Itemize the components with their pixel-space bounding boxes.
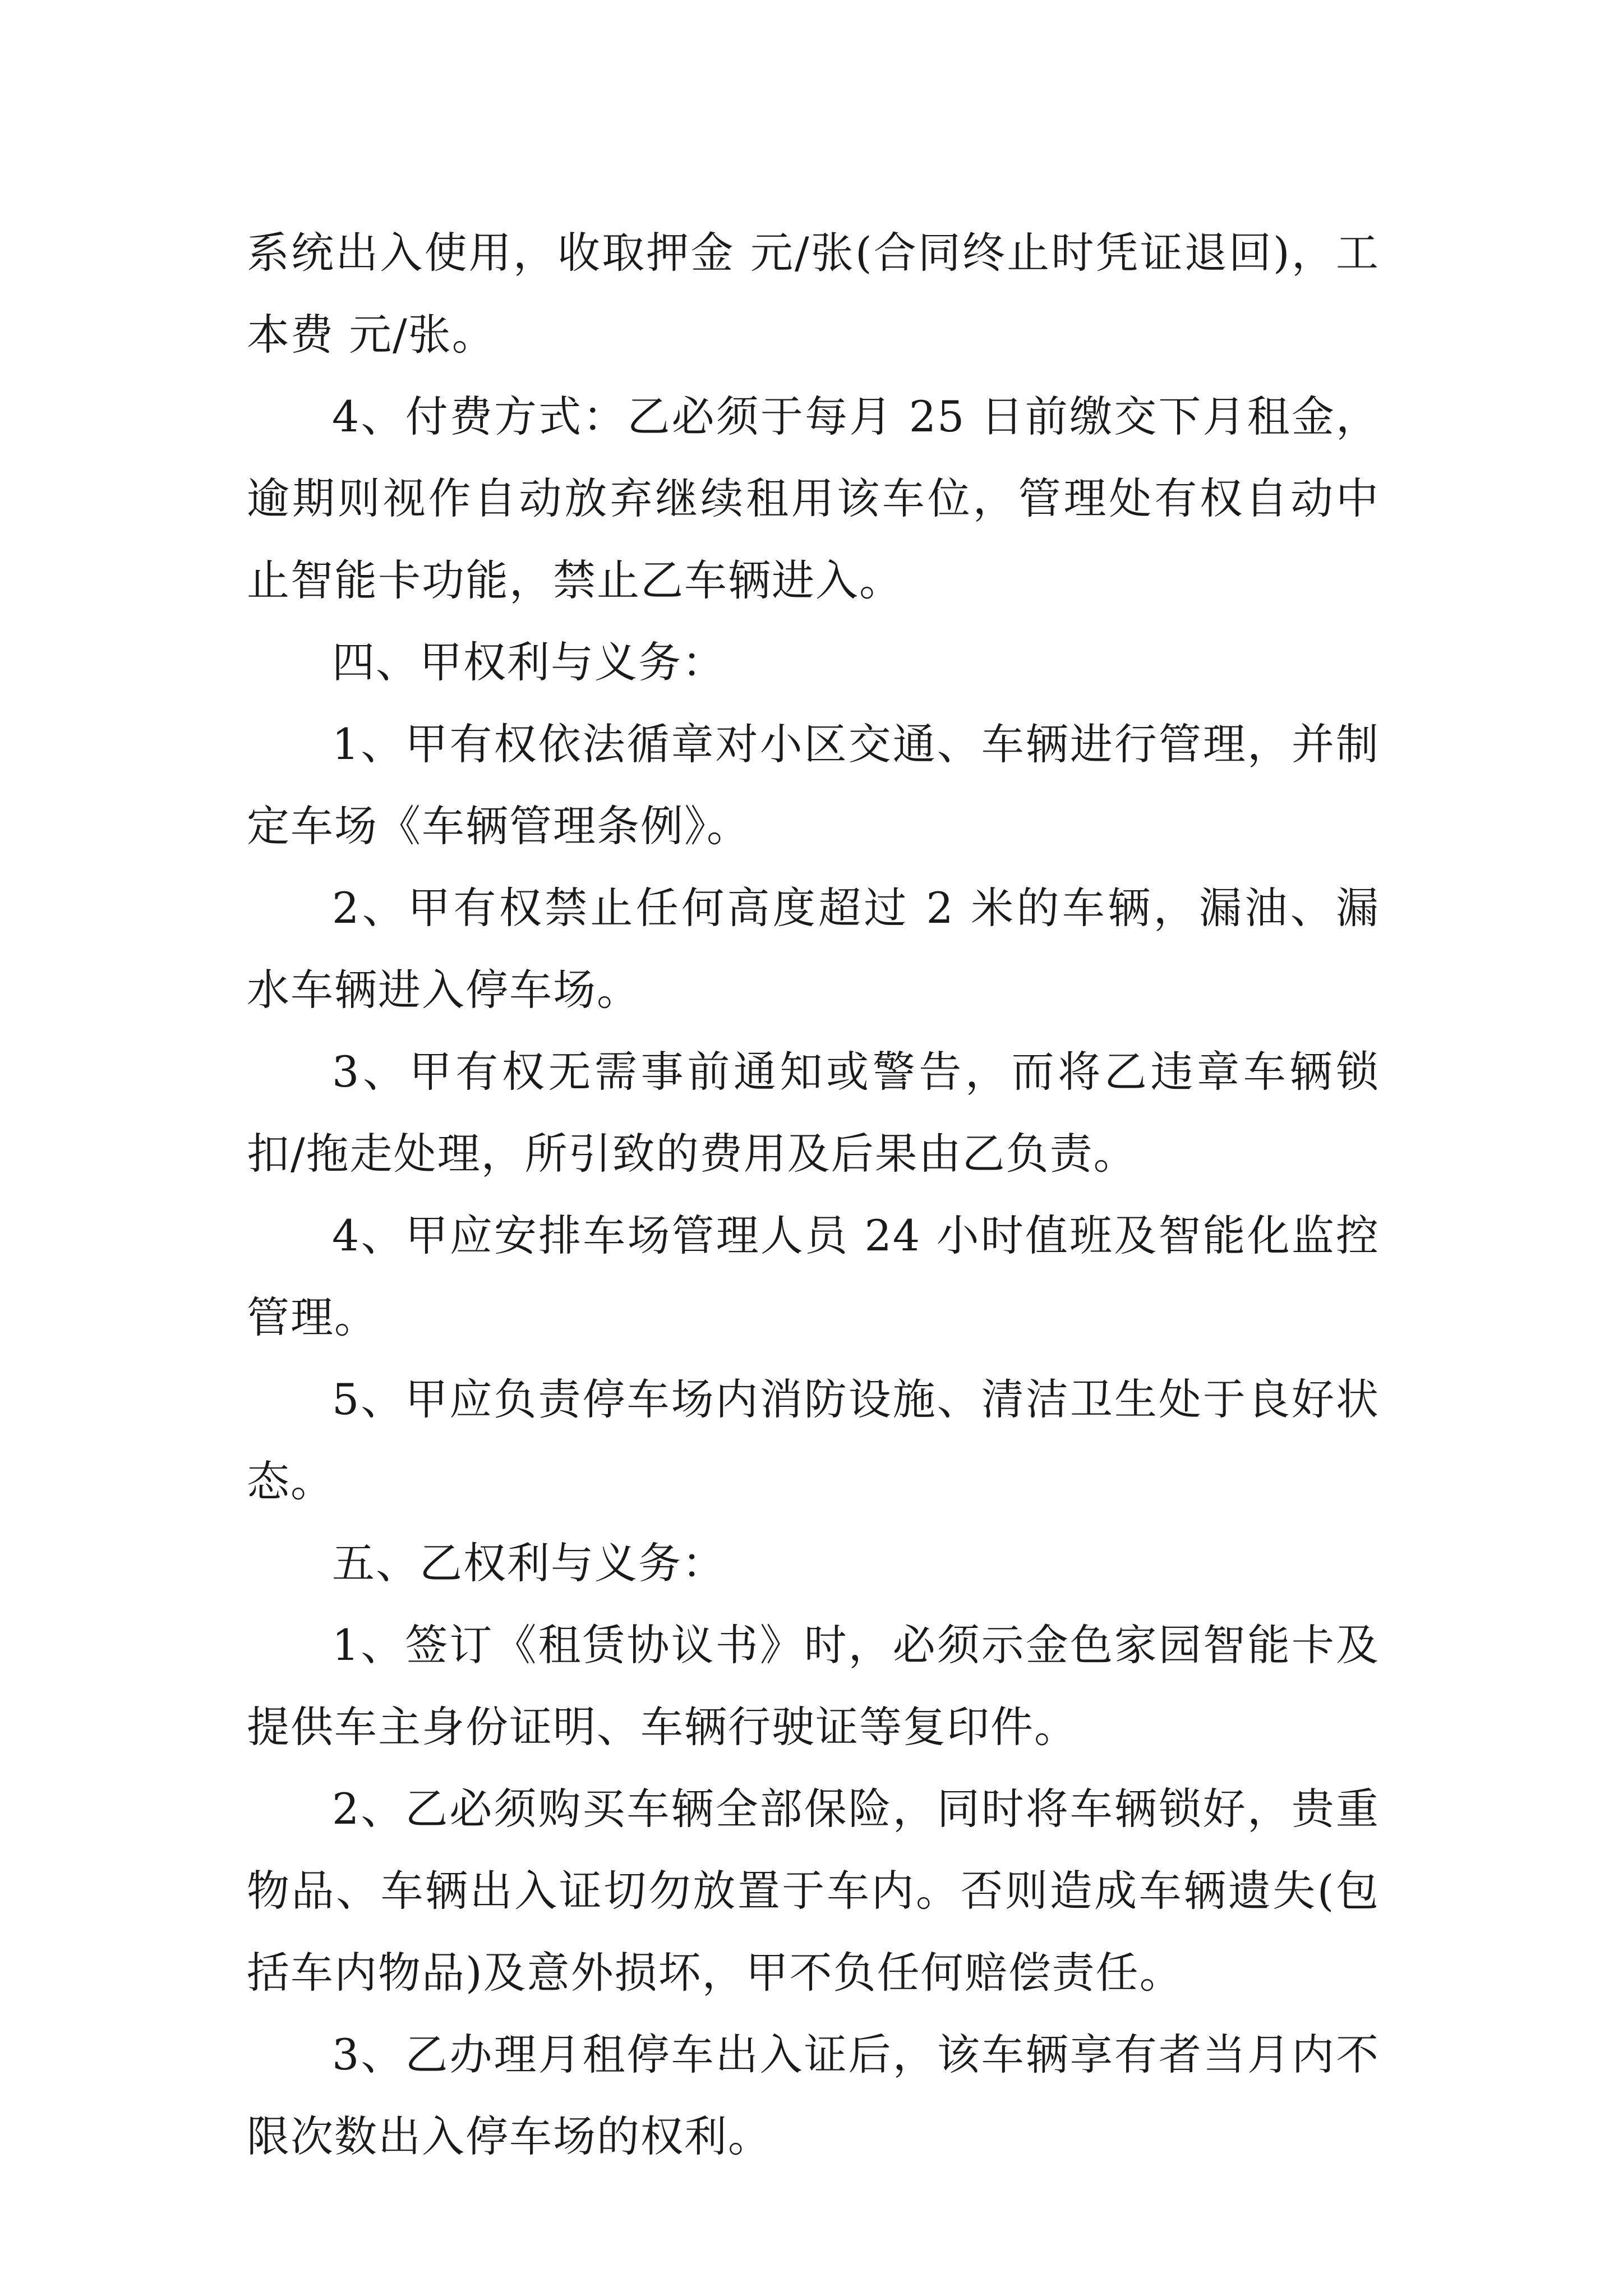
paragraph-payment-method: 4、付费方式：乙必须于每月 25 日前缴交下月租金，逾期则视作自动放弃继续租用该车位，管理处有权自动中止智能卡功能，禁止乙车辆进入。 xyxy=(247,392,1380,605)
heading-party-b-rights: 五、乙权利与义务： xyxy=(332,1538,726,1588)
paragraph-deposit-fee: 系统出入使用，收取押金 元/张(合同终止时凭证退回)，工本费 元/张。 xyxy=(247,228,1380,360)
paragraph-party-b-item-3: 3、乙办理月租停车出入证后，该车辆享有者当月内不限次数出入停车场的权利。 xyxy=(247,2030,1380,2161)
paragraph-party-b-item-2: 2、乙必须购买车辆全部保险，同时将车辆锁好，贵重物品、车辆出入证切勿放置于车内。否则造成车辆遗失(包括车内物品)及意外损坏，甲不负任何赔偿责任。 xyxy=(247,1784,1380,1998)
paragraph-party-b-item-1: 1、签订《租赁协议书》时，必须示金色家园智能卡及提供车主身份证明、车辆行驶证等复印件。 xyxy=(247,1620,1380,1752)
paragraph-party-a-item-4: 4、甲应安排车场管理人员 24 小时值班及智能化监控管理。 xyxy=(247,1211,1380,1342)
paragraph-party-a-item-1: 1、甲有权依法循章对小区交通、车辆进行管理，并制定车场《车辆管理条例》。 xyxy=(247,719,1380,851)
heading-party-a-rights: 四、甲权利与义务： xyxy=(332,637,726,687)
paragraph-party-a-item-5: 5、甲应负责停车场内消防设施、清洁卫生处于良好状态。 xyxy=(247,1374,1380,1506)
paragraph-party-a-item-2: 2、甲有权禁止任何高度超过 2 米的车辆，漏油、漏水车辆进入停车场。 xyxy=(247,883,1380,1015)
document-body xyxy=(247,212,1380,2178)
paragraph-party-a-item-3: 3、甲有权无需事前通知或警告，而将乙违章车辆锁扣/拖走处理，所引致的费用及后果由乙负责。 xyxy=(247,1047,1380,1179)
